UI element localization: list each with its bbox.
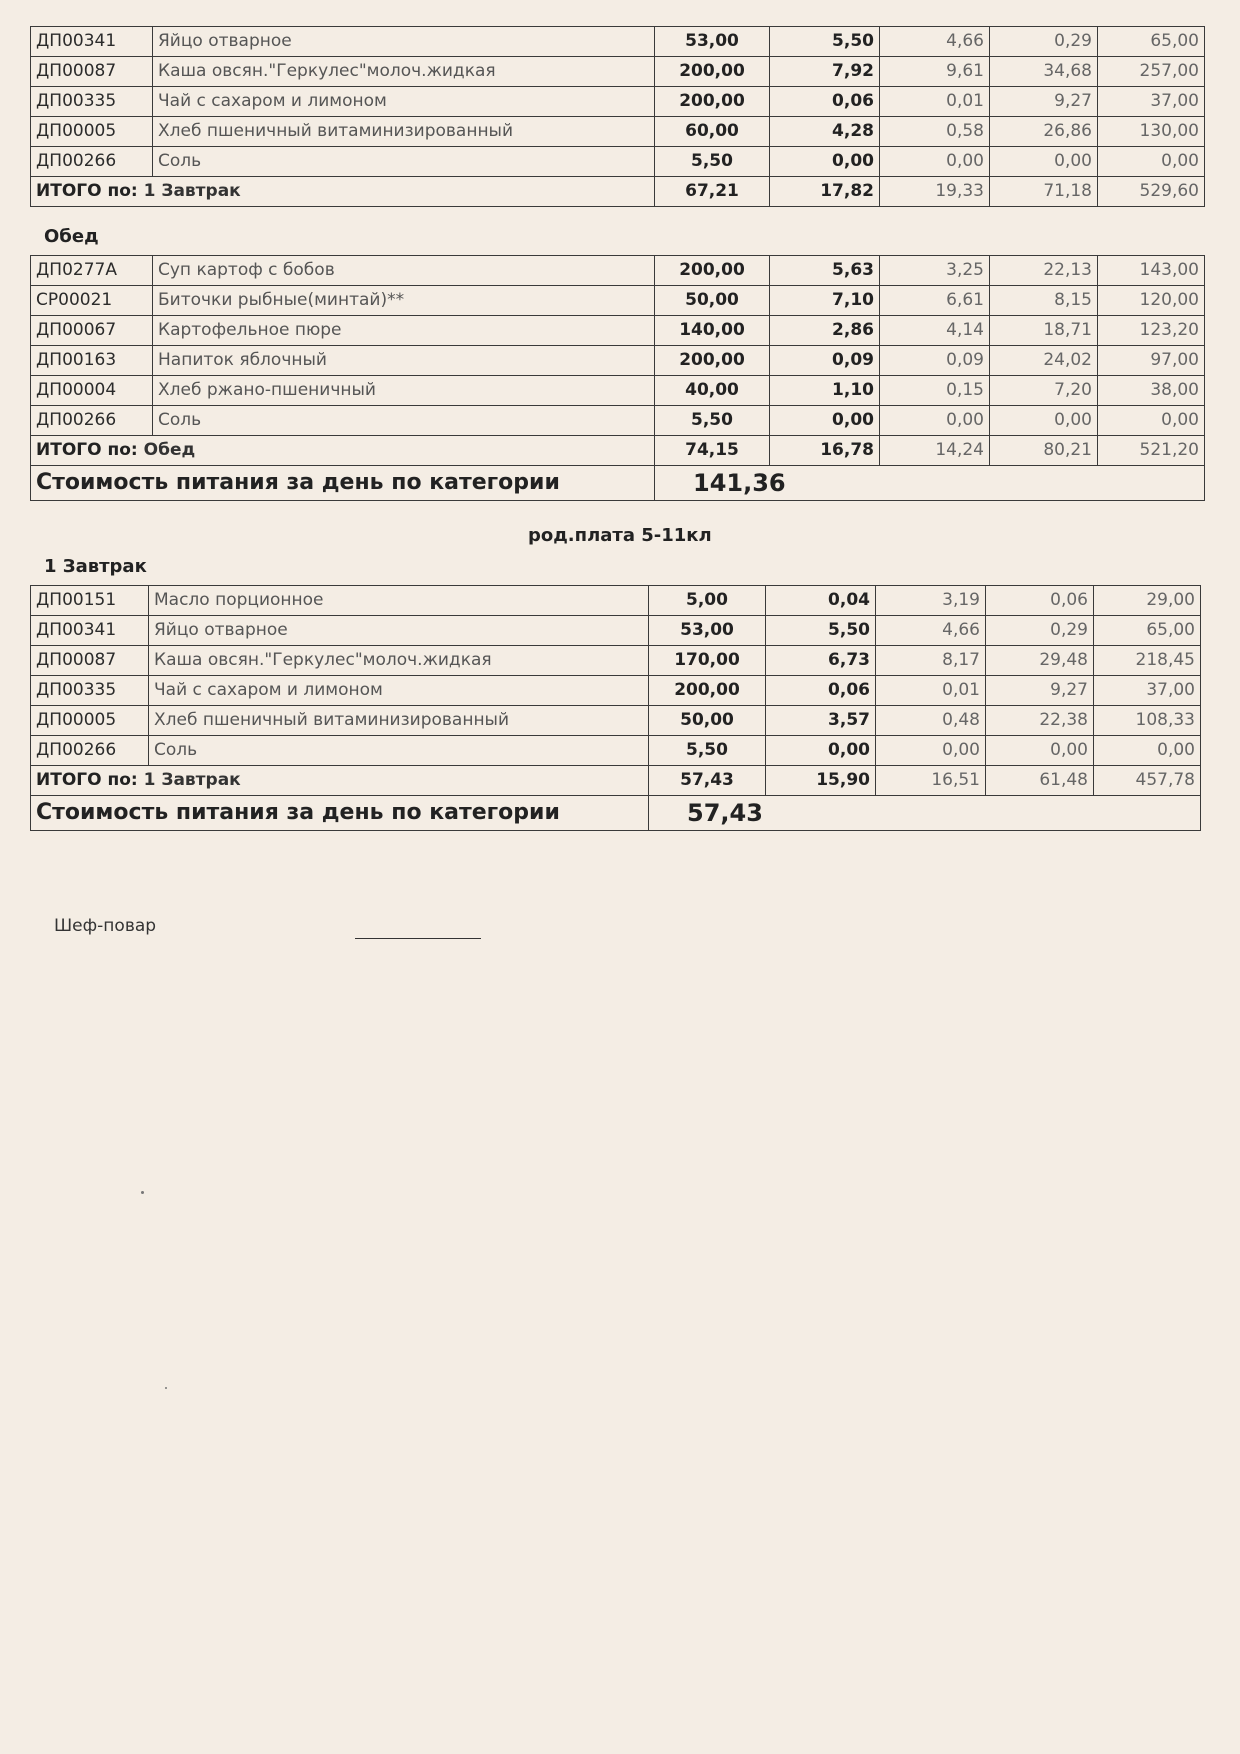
total-label-bold: ИТОГО по:: [36, 440, 138, 460]
item-kcal: 143,00: [1098, 256, 1205, 286]
item-carb: 0,29: [986, 616, 1094, 646]
item-weight: 5,50: [649, 736, 766, 766]
item-carb: 18,71: [990, 316, 1098, 346]
total-kcal: 521,20: [1098, 436, 1205, 466]
table-row: [31, 27, 1205, 57]
item-price: 6,73: [766, 646, 876, 676]
item-fat: 0,00: [880, 406, 990, 436]
item-fat: 0,00: [880, 147, 990, 177]
lunch-table: [30, 255, 1205, 501]
table-row: [31, 57, 1205, 87]
item-name: Соль: [149, 736, 649, 766]
item-code: ДП00335: [31, 87, 153, 117]
item-kcal: 108,33: [1094, 706, 1201, 736]
item-weight: 200,00: [655, 87, 770, 117]
breakfast-rows: [31, 27, 1205, 177]
item-weight: 40,00: [655, 376, 770, 406]
total-weight: 74,15: [655, 436, 770, 466]
table-row: [31, 736, 1201, 766]
item-code: ДП00005: [31, 706, 149, 736]
total-label-bold: ИТОГО по:: [36, 770, 138, 790]
item-price: 5,50: [766, 616, 876, 646]
item-fat: 6,61: [880, 286, 990, 316]
total-carb: 61,48: [986, 766, 1094, 796]
item-fat: 0,15: [880, 376, 990, 406]
table-row: [31, 616, 1201, 646]
table-row: [31, 256, 1205, 286]
item-price: 7,92: [770, 57, 880, 87]
item-fat: 0,01: [876, 676, 986, 706]
total-fat: 16,51: [876, 766, 986, 796]
item-name: Хлеб пшеничный витаминизированный: [153, 117, 655, 147]
category-title: род.плата 5-11кл: [528, 525, 712, 546]
table-row: [31, 147, 1205, 177]
item-fat: 0,01: [880, 87, 990, 117]
table-row: [31, 406, 1205, 436]
item-name: Напиток яблочный: [153, 346, 655, 376]
table-row: [31, 346, 1205, 376]
item-kcal: 0,00: [1094, 736, 1201, 766]
item-code: ДП00163: [31, 346, 153, 376]
item-name: Чай с сахаром и лимоном: [149, 676, 649, 706]
item-kcal: 218,45: [1094, 646, 1201, 676]
item-fat: 4,66: [880, 27, 990, 57]
item-carb: 9,27: [990, 87, 1098, 117]
paid-daily-cost-row: [31, 796, 1201, 831]
item-weight: 200,00: [649, 676, 766, 706]
item-weight: 200,00: [655, 57, 770, 87]
item-name: Соль: [153, 406, 655, 436]
table-row: [31, 286, 1205, 316]
breakfast-total-row: [31, 177, 1205, 207]
item-fat: 4,66: [876, 616, 986, 646]
item-carb: 24,02: [990, 346, 1098, 376]
item-price: 0,00: [770, 406, 880, 436]
item-carb: 7,20: [990, 376, 1098, 406]
item-weight: 53,00: [649, 616, 766, 646]
item-fat: 3,25: [880, 256, 990, 286]
item-fat: 0,58: [880, 117, 990, 147]
item-kcal: 0,00: [1098, 147, 1205, 177]
item-carb: 26,86: [990, 117, 1098, 147]
item-code: ДП00266: [31, 736, 149, 766]
signature-line: [355, 938, 481, 939]
item-weight: 140,00: [655, 316, 770, 346]
paper-speck: [165, 1387, 167, 1389]
chef-label: Шеф-повар: [54, 916, 157, 936]
item-kcal: 29,00: [1094, 586, 1201, 616]
item-price: 1,10: [770, 376, 880, 406]
item-code: ДП00067: [31, 316, 153, 346]
item-carb: 0,00: [990, 147, 1098, 177]
item-price: 7,10: [770, 286, 880, 316]
item-weight: 5,50: [655, 406, 770, 436]
item-code: ДП00266: [31, 147, 153, 177]
item-code: ДП0277А: [31, 256, 153, 286]
table-row: [31, 706, 1201, 736]
total-fat: 14,24: [880, 436, 990, 466]
item-kcal: 38,00: [1098, 376, 1205, 406]
item-code: ДП00341: [31, 616, 149, 646]
item-kcal: 37,00: [1094, 676, 1201, 706]
item-price: 5,50: [770, 27, 880, 57]
item-carb: 29,48: [986, 646, 1094, 676]
item-fat: 3,19: [876, 586, 986, 616]
item-kcal: 65,00: [1094, 616, 1201, 646]
item-name: Яйцо отварное: [153, 27, 655, 57]
paid-breakfast-total-row: [31, 766, 1201, 796]
total-weight: 67,21: [655, 177, 770, 207]
total-price: 17,82: [770, 177, 880, 207]
item-price: 2,86: [770, 316, 880, 346]
total-kcal: 457,78: [1094, 766, 1201, 796]
item-carb: 9,27: [986, 676, 1094, 706]
total-fat: 19,33: [880, 177, 990, 207]
item-carb: 34,68: [990, 57, 1098, 87]
total-label-meal: Обед: [137, 440, 196, 460]
table-row: [31, 676, 1201, 706]
item-kcal: 120,00: [1098, 286, 1205, 316]
item-price: 0,06: [766, 676, 876, 706]
breakfast-table: [30, 26, 1205, 207]
total-label-meal: 1 Завтрак: [137, 181, 241, 201]
daily-cost-label: Стоимость питания за день по категории: [31, 466, 655, 501]
total-carb: 80,21: [990, 436, 1098, 466]
total-label: [31, 436, 655, 466]
item-price: 5,63: [770, 256, 880, 286]
table-row: [31, 117, 1205, 147]
table-row: [31, 376, 1205, 406]
table-row: [31, 646, 1201, 676]
total-label: [31, 177, 655, 207]
item-carb: 22,13: [990, 256, 1098, 286]
item-weight: 200,00: [655, 256, 770, 286]
item-code: ДП00335: [31, 676, 149, 706]
item-weight: 50,00: [655, 286, 770, 316]
item-fat: 8,17: [876, 646, 986, 676]
item-code: ДП00087: [31, 646, 149, 676]
item-code: ДП00266: [31, 406, 153, 436]
daily-cost-row: [31, 466, 1205, 501]
paid-breakfast-rows: [31, 586, 1201, 766]
item-name: Биточки рыбные(минтай)**: [153, 286, 655, 316]
item-fat: 4,14: [880, 316, 990, 346]
item-price: 0,00: [766, 736, 876, 766]
item-carb: 8,15: [990, 286, 1098, 316]
item-price: 4,28: [770, 117, 880, 147]
total-label-bold: ИТОГО по:: [36, 181, 138, 201]
item-price: 3,57: [766, 706, 876, 736]
item-name: Масло порционное: [149, 586, 649, 616]
item-weight: 53,00: [655, 27, 770, 57]
total-price: 15,90: [766, 766, 876, 796]
lunch-label: Обед: [44, 226, 99, 247]
item-name: Каша овсян."Геркулес"молоч.жидкая: [153, 57, 655, 87]
item-kcal: 0,00: [1098, 406, 1205, 436]
total-kcal: 529,60: [1098, 177, 1205, 207]
item-weight: 170,00: [649, 646, 766, 676]
item-fat: 0,09: [880, 346, 990, 376]
item-price: 0,09: [770, 346, 880, 376]
item-fat: 9,61: [880, 57, 990, 87]
item-name: Соль: [153, 147, 655, 177]
item-code: ДП00341: [31, 27, 153, 57]
item-name: Суп картоф с бобов: [153, 256, 655, 286]
item-kcal: 123,20: [1098, 316, 1205, 346]
item-name: Яйцо отварное: [149, 616, 649, 646]
total-weight: 57,43: [649, 766, 766, 796]
total-carb: 71,18: [990, 177, 1098, 207]
item-code: ДП00005: [31, 117, 153, 147]
daily-cost-label: Стоимость питания за день по категории: [31, 796, 649, 831]
item-name: Каша овсян."Геркулес"молоч.жидкая: [149, 646, 649, 676]
item-name: Хлеб ржано-пшеничный: [153, 376, 655, 406]
table-row: [31, 87, 1205, 117]
item-price: 0,06: [770, 87, 880, 117]
item-carb: 0,00: [986, 736, 1094, 766]
item-kcal: 97,00: [1098, 346, 1205, 376]
item-price: 0,00: [770, 147, 880, 177]
daily-cost-value: 141,36: [655, 466, 1205, 501]
breakfast-label: 1 Завтрак: [44, 556, 147, 577]
item-name: Чай с сахаром и лимоном: [153, 87, 655, 117]
paid-breakfast-table: [30, 585, 1201, 831]
item-price: 0,04: [766, 586, 876, 616]
item-code: СР00021: [31, 286, 153, 316]
total-price: 16,78: [770, 436, 880, 466]
paper-speck: [141, 1191, 144, 1194]
table-row: [31, 586, 1201, 616]
item-kcal: 257,00: [1098, 57, 1205, 87]
total-label: [31, 766, 649, 796]
item-carb: 0,00: [990, 406, 1098, 436]
item-code: ДП00004: [31, 376, 153, 406]
item-fat: 0,00: [876, 736, 986, 766]
item-kcal: 37,00: [1098, 87, 1205, 117]
item-kcal: 65,00: [1098, 27, 1205, 57]
table-row: [31, 316, 1205, 346]
item-weight: 50,00: [649, 706, 766, 736]
item-kcal: 130,00: [1098, 117, 1205, 147]
item-carb: 0,06: [986, 586, 1094, 616]
item-weight: 5,00: [649, 586, 766, 616]
item-weight: 5,50: [655, 147, 770, 177]
item-code: ДП00087: [31, 57, 153, 87]
item-weight: 60,00: [655, 117, 770, 147]
item-name: Картофельное пюре: [153, 316, 655, 346]
item-code: ДП00151: [31, 586, 149, 616]
item-weight: 200,00: [655, 346, 770, 376]
item-carb: 0,29: [990, 27, 1098, 57]
lunch-rows: [31, 256, 1205, 436]
item-fat: 0,48: [876, 706, 986, 736]
item-name: Хлеб пшеничный витаминизированный: [149, 706, 649, 736]
total-label-meal: 1 Завтрак: [137, 770, 241, 790]
item-carb: 22,38: [986, 706, 1094, 736]
lunch-total-row: [31, 436, 1205, 466]
daily-cost-value: 57,43: [649, 796, 1201, 831]
